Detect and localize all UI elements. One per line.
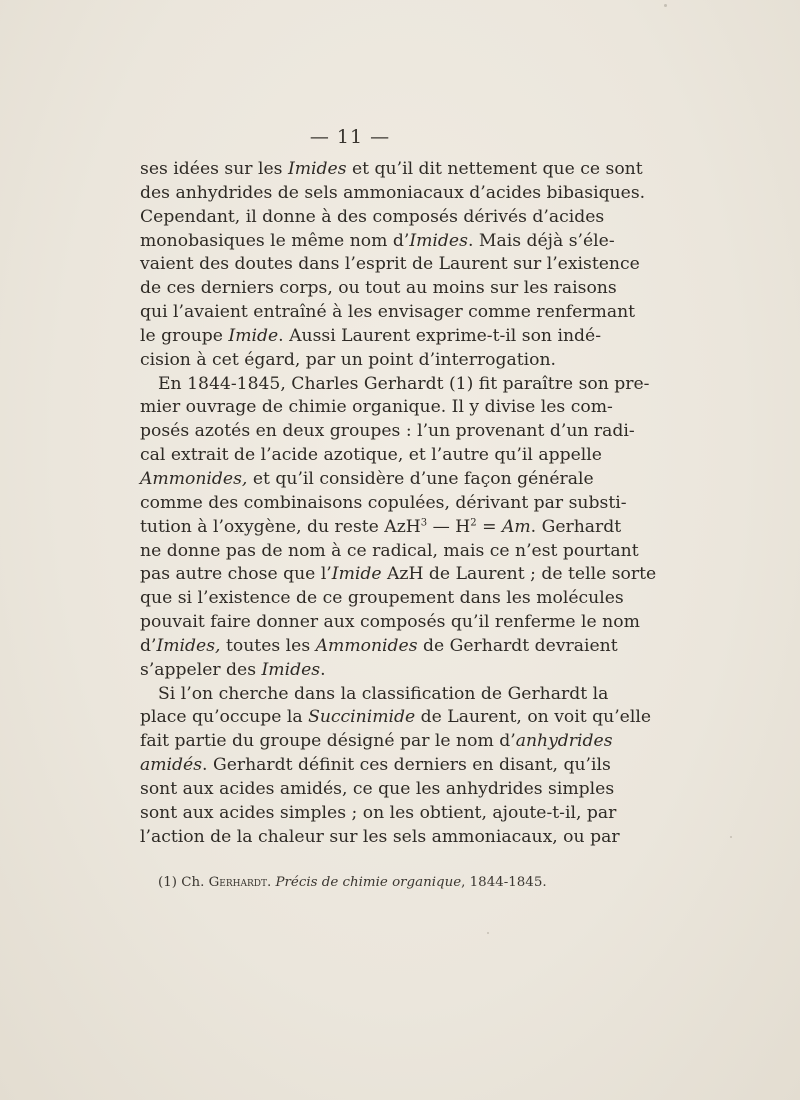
text-line: l’action de la chaleur sur les sels ammoniacaux, ou par (140, 826, 620, 847)
body-text (140, 158, 657, 849)
paragraph-1 (140, 158, 646, 373)
text-line: des anhydrides de sels ammoniacaux d’acides bibasiques. (140, 182, 646, 203)
text-line: pas autre chose que l’Imide AzH de Laurent ; de telle sorte (140, 564, 657, 585)
text-line: amidés. Gerhardt définit ces derniers en disant, qu’ils (140, 755, 611, 776)
text-line: de ces derniers corps, ou tout au moins sur les raisons (140, 278, 617, 299)
text-line: Cependant, il donne à des composés dérivés d’acides (140, 206, 605, 227)
text-line: ne donne pas de nom à ce radical, mais ce n’est pourtant (140, 540, 639, 561)
text-line: Ammonides, et qu’il considère d’une façon générale (140, 468, 594, 489)
text-line: posés azotés en deux groupes : l’un provenant d’un radi- (140, 421, 635, 442)
text-line: que si l’existence de ce groupement dans les molécules (140, 588, 624, 609)
text-line: cision à cet égard, par un point d’interrogation. (140, 349, 557, 370)
footnote: (1) Ch. Gerhardt. Précis de chimie organique, 1844-1845. (158, 875, 547, 890)
paper-speck (730, 836, 732, 838)
text-line: pouvait faire donner aux composés qu’il renferme le nom (140, 612, 640, 633)
text-line: comme des combinaisons copulées, dérivant par substi- (140, 492, 627, 513)
ammonides-line-tail: toutes les Ammonides de Gerhardt devraient (220, 635, 618, 656)
text-line: vaient des doutes dans l’esprit de Laurent sur l’existence (140, 254, 640, 275)
text-line: mier ouvrage de chimie organique. Il y divise les com- (140, 397, 613, 418)
text-line: s’appeler des Imides. (140, 659, 326, 680)
paragraph-3 (140, 683, 652, 850)
text-line: ses idées sur les Imides et qu’il dit nettement que ce sont (140, 159, 643, 179)
text-line: Si l’on cherche dans la classification de Gerhardt la (158, 683, 609, 704)
text-line: sont aux acides simples ; on les obtient, ajoute-t-il, par (140, 802, 617, 823)
text-line: tution à l’oxygène, du reste AzH$^3$ — $H^2 = Am$. Gerhardt (140, 516, 622, 537)
text-line: fait partie du groupe désigné par le nom d’anhydrides (140, 731, 613, 752)
text-line: monobasiques le même nom d’Imides. Mais déjà s’éle- (140, 230, 615, 251)
text-line: le groupe Imide. Aussi Laurent exprime-t-il son indé- (140, 325, 602, 346)
text-line: qui l’avaient entraîné à les envisager comme renfermant (140, 302, 636, 323)
paragraph-2 (140, 373, 657, 683)
page-number: — 11 — (309, 126, 391, 148)
text-line: cal extrait de l’acide azotique, et l’autre qu’il appelle (140, 445, 602, 466)
paper-speck (664, 4, 667, 7)
text-line: d’Imides, toutes les Ammonides de Gerhardt devraient (140, 635, 618, 656)
text-line: place qu’occupe la Succinimide de Laurent, on voit qu’elle (140, 707, 652, 728)
text-line: sont aux acides amidés, ce que les anhydrides simples (140, 778, 615, 799)
paper-speck (487, 932, 489, 934)
text-line: En 1844-1845, Charles Gerhardt (1) fit paraître son pre- (158, 373, 650, 394)
